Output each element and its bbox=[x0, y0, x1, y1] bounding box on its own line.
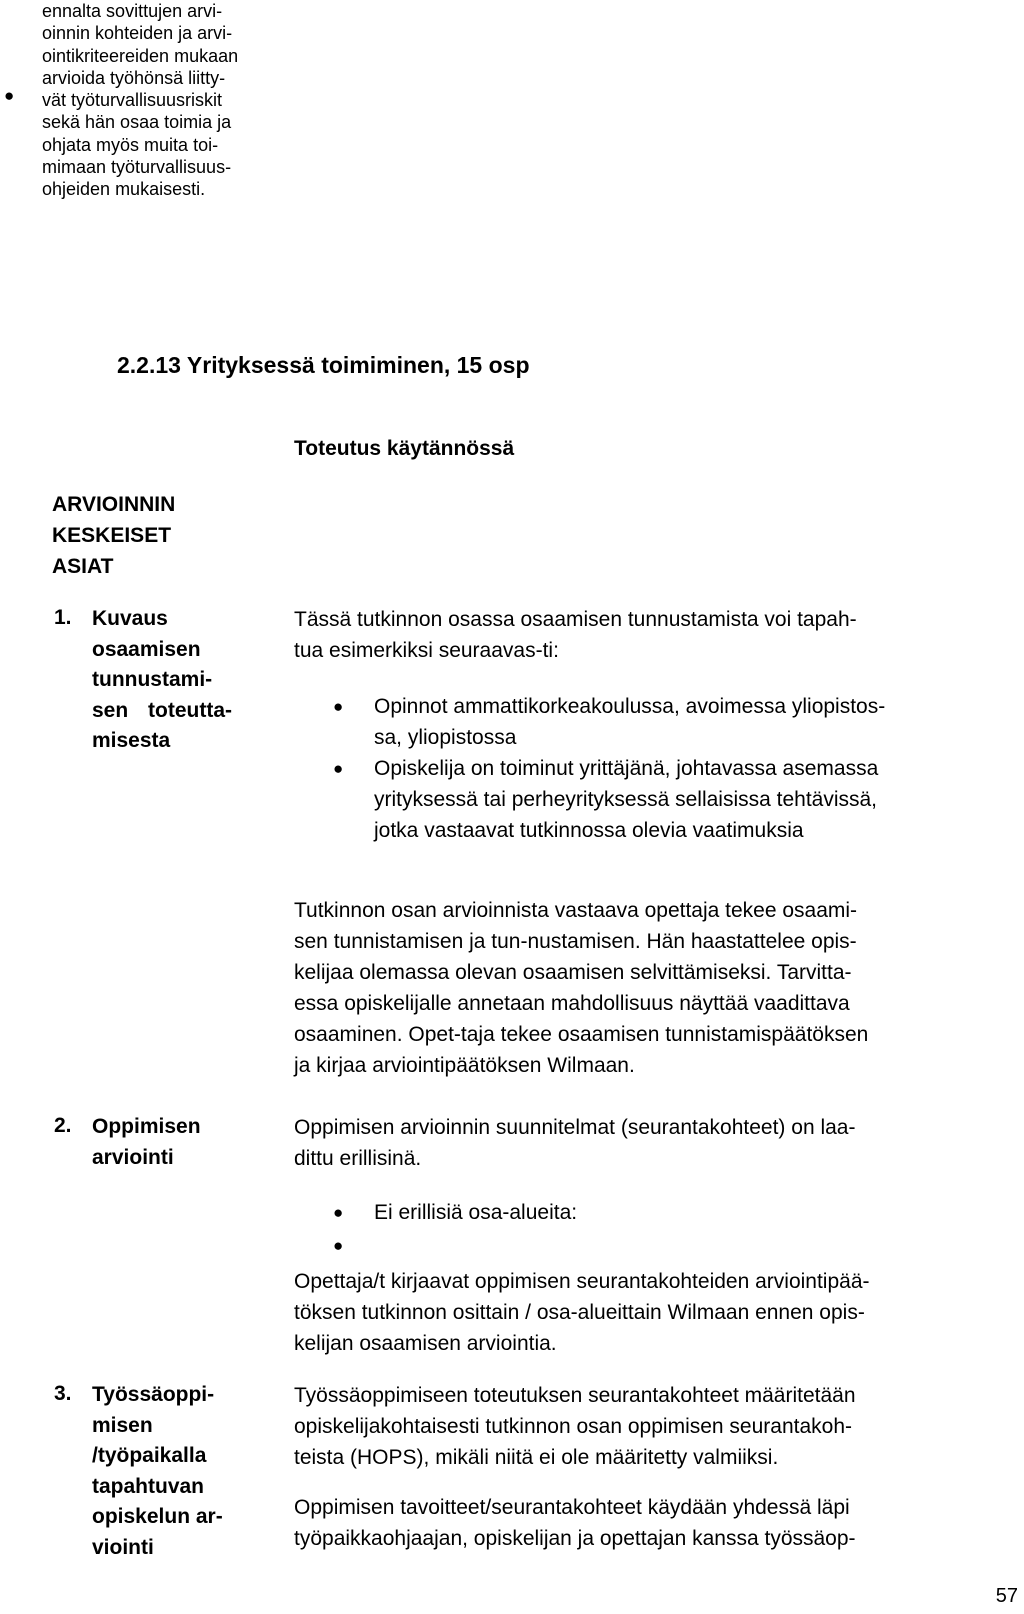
bullet-line: sa, yliopistossa bbox=[374, 726, 517, 749]
item-intro-line: Työssäoppimiseen toteutuksen seurantakohteet määritetään bbox=[294, 1384, 856, 1407]
item-label bbox=[92, 604, 232, 757]
item-label-line: misen bbox=[92, 1413, 153, 1437]
paragraph-line: Tutkinnon osan arvioinnista vastaava opettaja tekee osaami- bbox=[294, 899, 858, 922]
bullet-line: Opiskelija on toiminut yrittäjänä, johtavassa asemassa bbox=[374, 757, 879, 780]
item-label-line: tunnustami- bbox=[92, 668, 213, 691]
left-title-line: KESKEISET bbox=[52, 524, 172, 547]
top-line: ohjata myös muita toi- bbox=[42, 134, 219, 155]
paragraph-line: sen tunnistamisen ja tun-nustamisen. Hän haastattelee opis- bbox=[294, 930, 857, 953]
item-paragraph bbox=[294, 1492, 856, 1554]
section-heading: 2.2.13 Yrityksessä toimiminen, 15 osp bbox=[117, 352, 530, 378]
paragraph-line: kelijaa olemassa olevan osaamisen selvittämiseksi. Tarvitta- bbox=[294, 961, 852, 984]
paragraph-line: essa opiskelijalle annetaan mahdollisuus näyttää vaadittava bbox=[294, 992, 850, 1015]
item-intro-line: tua esimerkiksi seuraavas-ti: bbox=[294, 639, 559, 662]
bullet-dot: ● bbox=[333, 1203, 344, 1222]
bullet-dot: ● bbox=[333, 759, 344, 778]
paragraph-line: Oppimisen tavoitteet/seurantakohteet käydään yhdessä läpi bbox=[294, 1496, 850, 1519]
item-label-line: viointi bbox=[92, 1535, 154, 1559]
paragraph-line: Opettaja/t kirjaavat oppimisen seurantakohteiden arviointipää- bbox=[294, 1270, 870, 1293]
top-line: ennalta sovittujen arvi- bbox=[42, 1, 223, 21]
item-intro bbox=[294, 604, 857, 666]
item-number: 1. bbox=[54, 606, 72, 629]
item-intro-line: teista (HOPS), mikäli niitä ei ole määritetty valmiiksi. bbox=[294, 1446, 779, 1469]
item-label-line: Oppimisen bbox=[92, 1115, 201, 1138]
item-label-line: arviointi bbox=[92, 1145, 174, 1169]
top-line: sekä hän osaa toimia ja bbox=[42, 112, 232, 133]
top-line: ointikriteereiden mukaan bbox=[42, 45, 239, 66]
bullet-line: yrityksessä tai perheyrityksessä sellaisissa tehtävissä, bbox=[374, 788, 878, 811]
item-intro-line: Oppimisen arvioinnin suunnitelmat (seurantakohteet) on laa- bbox=[294, 1116, 856, 1139]
item-label-line: opiskelun ar- bbox=[92, 1505, 223, 1528]
top-fragment bbox=[42, 0, 302, 201]
bullet-line: Opinnot ammattikorkeakoulussa, avoimessa yliopistos- bbox=[374, 695, 886, 718]
item-paragraph bbox=[294, 895, 868, 1081]
top-line: arvioida työhönsä liitty- bbox=[42, 67, 226, 88]
bullet-line: jotka vastaavat tutkinnossa olevia vaatimuksia bbox=[374, 819, 804, 842]
item-intro bbox=[294, 1380, 856, 1473]
item-intro-line: dittu erillisinä. bbox=[294, 1147, 422, 1170]
item-label-line: tapahtuvan bbox=[92, 1474, 205, 1498]
column-heading: Toteutus käytännössä bbox=[294, 437, 515, 460]
list-item: Ei erillisiä osa-alueita: bbox=[374, 1201, 578, 1224]
page-number: 57 bbox=[995, 1585, 1018, 1607]
left-title-line: ASIAT bbox=[52, 555, 114, 578]
item-label-line: /työpaikalla bbox=[92, 1444, 207, 1467]
item-paragraph bbox=[294, 1266, 870, 1359]
item-label bbox=[92, 1380, 223, 1563]
bullet-dot: ● bbox=[333, 1236, 344, 1255]
item-label bbox=[92, 1112, 201, 1173]
paragraph-line: kelijan osaamisen arviointia. bbox=[294, 1332, 557, 1355]
top-bullet-dot: ● bbox=[4, 86, 15, 105]
bullet-dot: ● bbox=[333, 697, 344, 716]
paragraph-line: työpaikkaohjaajan, opiskelijan ja opettajan kanssa työssäop- bbox=[294, 1527, 856, 1550]
item-label-line: Työssäoppi- bbox=[92, 1383, 215, 1406]
item-label-line: Kuvaus bbox=[92, 607, 168, 630]
left-column-title bbox=[52, 489, 175, 582]
top-line: oinnin kohteiden ja arvi- bbox=[42, 23, 233, 44]
item-intro-line: opiskelijakohtaisesti tutkinnon osan oppimisen seurantakoh- bbox=[294, 1415, 852, 1438]
item-label-line: sen toteutta- bbox=[92, 698, 232, 722]
item-intro-line: Tässä tutkinnon osassa osaamisen tunnustamista voi tapah- bbox=[294, 608, 857, 631]
item-intro bbox=[294, 1112, 855, 1174]
item-number: 2. bbox=[54, 1114, 72, 1137]
item-number: 3. bbox=[54, 1382, 72, 1405]
paragraph-line: osaaminen. Opet-taja tekee osaamisen tunnistamispäätöksen bbox=[294, 1023, 869, 1046]
list-item bbox=[374, 691, 885, 753]
paragraph-line: ja kirjaa arviointipäätöksen Wilmaan. bbox=[294, 1054, 635, 1077]
paragraph-line: töksen tutkinnon osittain / osa-alueittain Wilmaan ennen opis- bbox=[294, 1301, 865, 1324]
top-line: vät työturvallisuusriskit bbox=[42, 90, 223, 111]
list-item bbox=[374, 753, 878, 846]
top-line: mimaan työturvallisuus- bbox=[42, 157, 232, 178]
left-title-line: ARVIOINNIN bbox=[52, 493, 176, 516]
item-label-line: osaamisen bbox=[92, 637, 201, 661]
item-label-line: misesta bbox=[92, 729, 171, 752]
top-line: ohjeiden mukaisesti. bbox=[42, 179, 206, 200]
